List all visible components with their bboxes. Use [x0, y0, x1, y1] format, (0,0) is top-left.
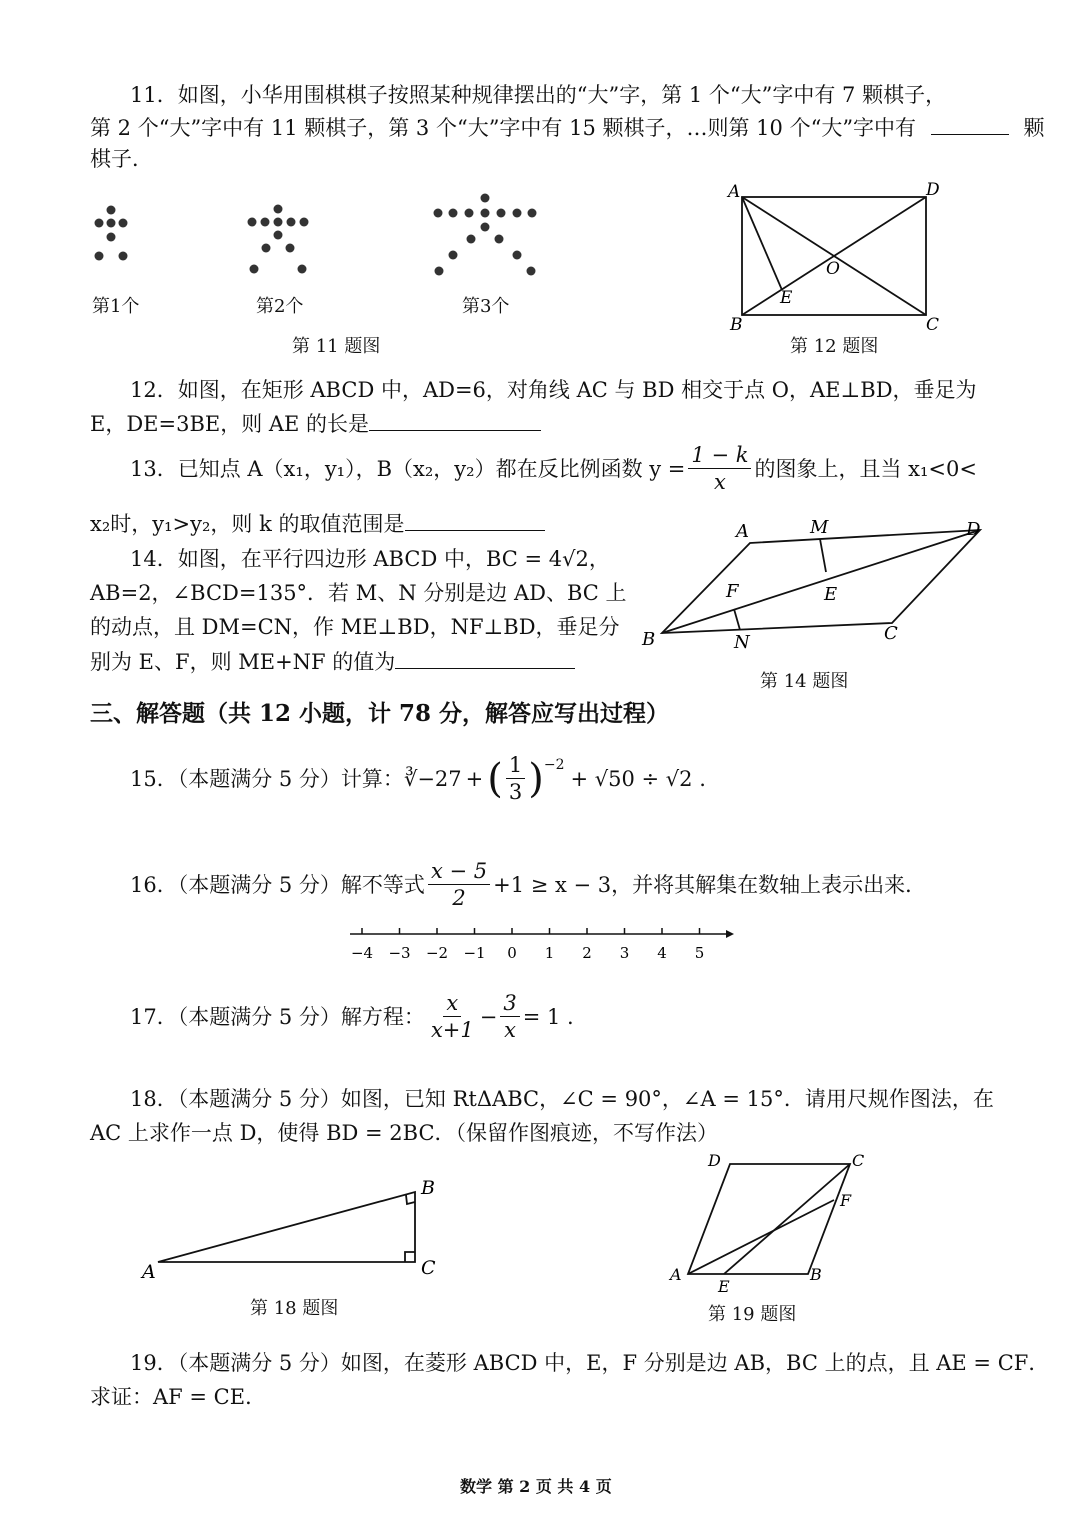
- number-line-tick-label: −4: [350, 944, 374, 962]
- number-line-tick-label: −2: [425, 944, 449, 962]
- q19-line2: 求证：AF = CE．: [90, 1385, 267, 1409]
- q13-line2: [90, 508, 545, 539]
- number-line-tick-label: 5: [694, 944, 705, 962]
- q13-denominator: x: [714, 470, 726, 494]
- q15-paren-close: ): [528, 755, 544, 802]
- q14-label-c: C: [884, 623, 898, 644]
- q16-line: [130, 858, 926, 911]
- q15-plus: +: [465, 766, 484, 791]
- q17-minus: −: [479, 1004, 498, 1029]
- q14-label-d: D: [966, 519, 981, 540]
- pattern-1: [95, 206, 128, 261]
- q17-rest: = 1 .: [522, 1004, 574, 1029]
- q17-frac1-den: x+1: [430, 1018, 474, 1042]
- q13-line2-text: x₂时，y₁>y₂，则 k 的取值范围是: [90, 512, 405, 536]
- q12-label-d: D: [926, 180, 940, 200]
- q11-caption: 第 11 题图: [292, 336, 381, 357]
- q14-label-n: N: [734, 632, 750, 653]
- q17-fraction-2: [500, 990, 519, 1043]
- q14-label-a: A: [736, 521, 749, 542]
- q19-label-a: A: [670, 1265, 682, 1284]
- number-line-tick-label: −3: [388, 944, 411, 962]
- q13-part2: 的图象上，且当 x₁<0<: [754, 456, 977, 481]
- q13-line1: [130, 442, 977, 495]
- q16-fraction: [428, 858, 490, 911]
- number-line-tick-label: 0: [507, 944, 517, 962]
- q11-unit: 颗: [1023, 116, 1045, 140]
- q18-caption: 第 18 题图: [250, 1298, 339, 1319]
- section-3-heading: 三、解答题（共 12 小题，计 78 分，解答应写出过程）: [90, 700, 670, 727]
- q15-exponent: −2: [543, 757, 565, 773]
- q12-caption: 第 12 题图: [790, 336, 879, 357]
- q19-label-c: C: [852, 1151, 865, 1170]
- q17-line: [130, 990, 574, 1043]
- q14-figure: [630, 505, 1000, 665]
- q17-frac1-num: x: [443, 990, 461, 1017]
- q18-line2: AC 上求作一点 D，使得 BD = 2BC．（保留作图痕迹，不写作法）: [90, 1121, 719, 1145]
- q14-label-m: M: [810, 517, 829, 538]
- q11-label-1: 第1个: [92, 296, 140, 317]
- q16-prefix: 16．（本题满分 5 分）解不等式: [130, 872, 425, 897]
- q14-line1: 14．如图，在平行四边形 ABCD 中，BC = 4√2，: [130, 547, 610, 571]
- q19-label-b: B: [810, 1265, 822, 1284]
- q12-line2: [90, 408, 541, 439]
- q19-label-e: E: [718, 1277, 730, 1296]
- q13-numerator: 1 − k: [688, 442, 751, 469]
- number-line-tick-label: 2: [582, 944, 592, 962]
- q14-line4-text: 别为 E、F，则 ME+NF 的值为: [90, 650, 396, 674]
- q19-line1: 19．（本题满分 5 分）如图，在菱形 ABCD 中，E，F 分别是边 AB，BC 上的点，且 AE = CF．: [130, 1351, 1050, 1375]
- q15-frac-den: 3: [508, 780, 523, 804]
- number-line-tick-label: 4: [657, 944, 667, 962]
- q19-caption: 第 19 题图: [708, 1304, 797, 1325]
- q16-number-line[interactable]: [340, 918, 740, 968]
- q14-caption: 第 14 题图: [760, 671, 849, 692]
- q12-answer-blank[interactable]: [369, 408, 541, 431]
- q11-label-2: 第2个: [256, 296, 304, 317]
- q19-figure: [660, 1150, 880, 1300]
- q11-line1: 11．如图，小华用围棋棋子按照某种规律摆出的“大”字，第 1 个“大”字中有 7 颗棋子，: [130, 83, 947, 107]
- q14-label-f: F: [726, 581, 739, 602]
- q11-line2: [90, 112, 1044, 143]
- q12-label-b: B: [730, 315, 743, 335]
- q12-label-e: E: [780, 288, 793, 308]
- q14-answer-blank[interactable]: [395, 646, 575, 669]
- q15-rest: + √50 ÷ √2 .: [570, 766, 706, 791]
- q18-label-c: C: [421, 1257, 436, 1279]
- q12-label-c: C: [926, 315, 940, 335]
- q18-figure: [130, 1170, 460, 1285]
- number-line-tick-label: 1: [544, 944, 555, 962]
- number-line-tick-label: −1: [463, 944, 486, 962]
- pattern-3: [434, 194, 537, 276]
- q11-figure: [80, 185, 560, 285]
- q16-frac-num: x − 5: [428, 858, 490, 885]
- q18-line1: 18．（本题满分 5 分）如图，已知 RtΔABC，∠C = 90°，∠A = 15°．请用尺规作图法，在: [130, 1087, 994, 1111]
- q11-line2-text: 第 2 个“大”字中有 11 颗棋子，第 3 个“大”字中有 15 颗棋子，…则第 10 个“大”字中有: [90, 116, 917, 140]
- q11-line3: 棋子．: [90, 147, 153, 171]
- q19-label-d: D: [708, 1151, 721, 1170]
- number-line-arrow-icon: [726, 930, 734, 938]
- q14-line3: 的动点，且 DM=CN，作 ME⊥BD，NF⊥BD，垂足分: [90, 615, 620, 639]
- q14-label-b: B: [642, 629, 656, 650]
- q15-frac-num: 1: [506, 752, 525, 779]
- q12-label-o: O: [826, 259, 840, 279]
- q14-line4: [90, 646, 575, 677]
- q11-label-3: 第3个: [462, 296, 510, 317]
- page-footer: 数学 第 2 页 共 4 页: [460, 1477, 612, 1496]
- q17-prefix: 17．（本题满分 5 分）解方程：: [130, 1004, 425, 1029]
- q18-label-b: B: [421, 1177, 435, 1199]
- q17-frac2-den: x: [504, 1018, 516, 1042]
- q14-line2: AB=2，∠BCD=135°．若 M、N 分别是边 AD、BC 上: [90, 581, 627, 605]
- q15-cube-root: ∛−27: [403, 766, 462, 791]
- q15-paren-open: (: [487, 755, 503, 802]
- q15-fraction: [506, 752, 525, 805]
- q12-line2-text: E，DE=3BE，则 AE 的长是: [90, 412, 370, 436]
- number-line-tick-label: 3: [619, 944, 630, 962]
- q13-part1: 13．已知点 A（x₁，y₁），B（x₂，y₂）都在反比例函数 y =: [130, 456, 686, 481]
- q17-frac2-num: 3: [500, 990, 519, 1017]
- q12-line1: 12．如图，在矩形 ABCD 中，AD=6，对角线 AC 与 BD 相交于点 O，AE⊥BD，垂足为: [130, 378, 977, 402]
- q13-answer-blank[interactable]: [405, 508, 545, 531]
- q16-frac-den: 2: [452, 886, 466, 910]
- q12-figure: [720, 175, 980, 335]
- q15-line: [130, 752, 706, 805]
- pattern-2: [248, 205, 309, 274]
- q13-fraction: [688, 442, 751, 495]
- q19-label-f: F: [840, 1191, 852, 1210]
- q18-label-a: A: [142, 1261, 156, 1283]
- q14-label-e: E: [824, 584, 838, 605]
- q17-fraction-1: [428, 990, 477, 1043]
- q12-label-a: A: [728, 182, 741, 202]
- q11-answer-blank[interactable]: [931, 112, 1009, 135]
- q15-prefix: 15．（本题满分 5 分）计算：: [130, 766, 404, 791]
- q16-mid: +1 ≥ x − 3，并将其解集在数轴上表示出来．: [493, 872, 927, 897]
